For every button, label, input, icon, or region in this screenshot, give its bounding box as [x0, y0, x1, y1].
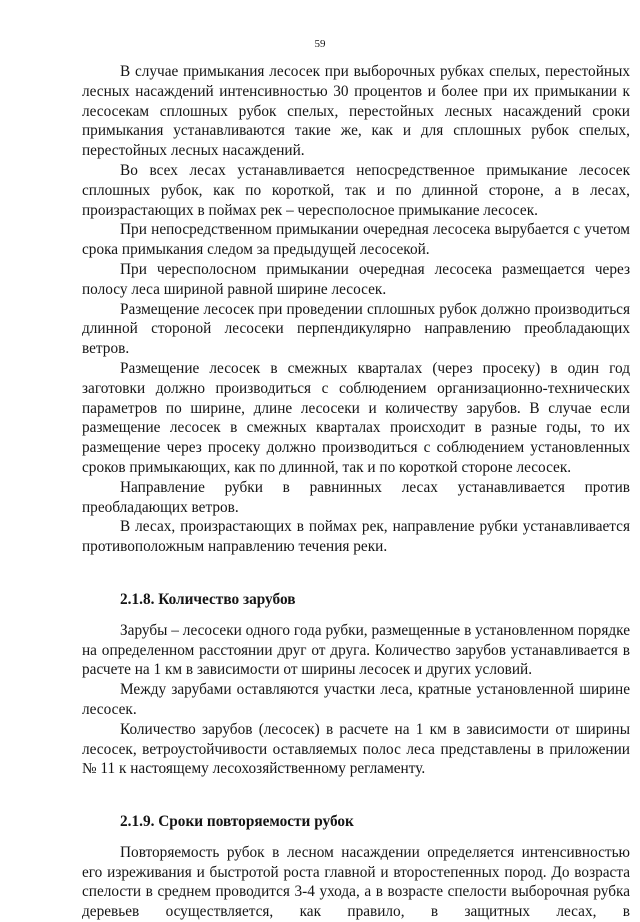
paragraph: Размещение лесосек при проведении сплошных рубок должно производиться длинной стороной лесосеки перпендикулярно направлению преобладающих ветров.	[82, 300, 630, 358]
paragraph: Зарубы – лесосеки одного года рубки, размещенные в установленном порядке на определенном расстоянии друг от друга. Количество зарубов устанавливается в расчете на 1 км в зависимости от ширины лесосек и других условий.	[82, 621, 630, 679]
paragraph: Во всех лесах устанавливается непосредственное примыкание лесосек сплошных рубок, как по короткой, так и по длинной стороне, а в лесах, произрастающих в поймах рек – чересполосное примыкание лесосек.	[82, 161, 630, 219]
paragraph: В случае примыкания лесосек при выборочных рубках спелых, перестойных лесных насаждений интенсивностью 30 процентов и более при их примыкании к лесосекам сплошных рубок спелых, перестойных лесных насаждений сроки примыкания устанавливаются такие же, как и для сплошных рубок спелых, перестойных лесных насаждений.	[82, 63, 630, 160]
paragraph: Размещение лесосек в смежных кварталах (через просеку) в один год заготовки должно производиться с соблюдением организационно-технических параметров по ширине, длине лесосеки и количеству зарубов. В случае если размещение лесосек в смежных кварталах происходит в разные годы, то их размещение через просеку должно производиться с соблюдением установленных сроков примыкающих, как по длинной, так и по короткой стороне лесосек.	[82, 359, 630, 476]
paragraph: В лесах, произрастающих в поймах рек, направление рубки устанавливается противоположным направлению течения реки.	[82, 518, 630, 556]
paragraph: Между зарубами оставляются участки леса, кратные установленной ширине лесосек.	[82, 681, 630, 718]
section-heading-cut-repetition: 2.1.9. Сроки повторяемости рубок	[120, 813, 354, 831]
paragraph: Повторяемость рубок в лесном насаждении определяется интенсивностью его изреживания и быстротой роста главной и второстепенных пород. До возраста спелости в среднем проводится 3-4 ухода, а в возрасте спелости выборочная рубка деревьев осуществляется, как правило, в защитных лесах, в	[82, 843, 630, 921]
section-clearcut-adjacency	[82, 62, 630, 557]
paragraph: Направление рубки в равнинных лесах устанавливается против преобладающих ветров.	[82, 478, 630, 516]
page-content	[82, 62, 630, 922]
paragraph: При непосредственном примыкании очередная лесосека вырубается с учетом срока примыкания следом за предыдущей лесосекой.	[82, 221, 630, 259]
page-number: 59	[314, 38, 326, 50]
section-cut-repetition	[82, 843, 630, 922]
section-cuts-count	[82, 621, 630, 779]
section-heading-cuts-count: 2.1.8. Количество зарубов	[120, 590, 296, 608]
paragraph: При чересполосном примыкании очередная лесосека размещается через полосу леса шириной равной ширине лесосек.	[82, 260, 630, 298]
paragraph: Количество зарубов (лесосек) в расчете на 1 км в зависимости от ширины лесосек, ветроустойчивости оставляемых полос леса представлены в приложении № 11 к настоящему лесохозяйственному регламенту.	[82, 720, 630, 778]
